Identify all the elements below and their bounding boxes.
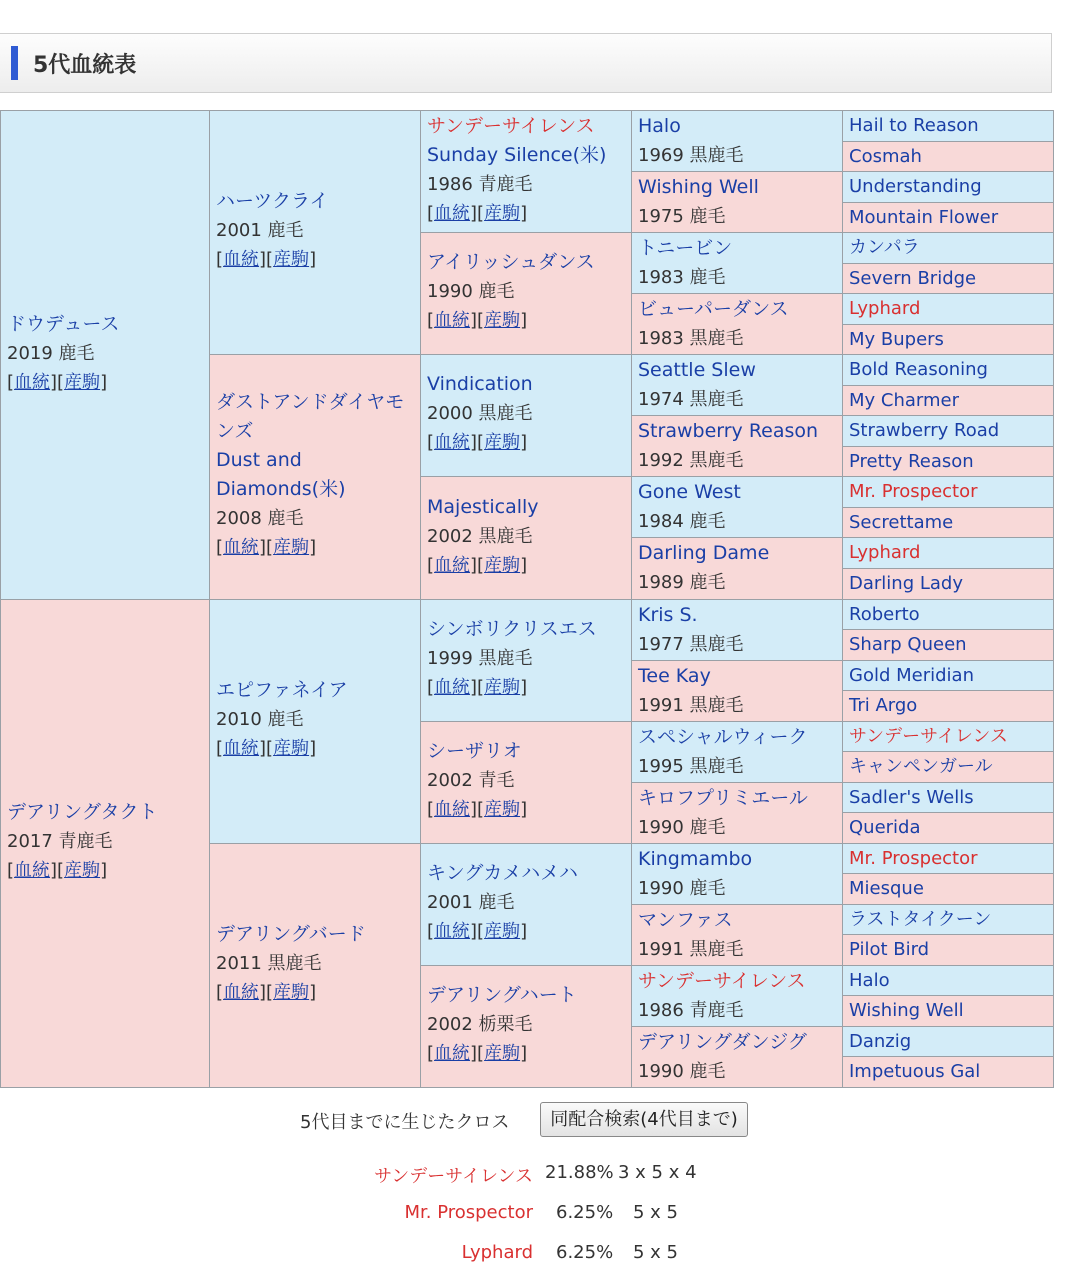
horse-name-link[interactable]: Bold Reasoning <box>849 359 988 380</box>
gen4-cell <box>631 171 843 233</box>
gen5-cell <box>842 904 1054 935</box>
horse-name-link[interactable]: アイリッシュダンス <box>427 251 595 273</box>
horse-year-color: 2011 黒鹿毛 <box>216 953 322 974</box>
gen5-cell <box>842 965 1054 996</box>
links-row: [血統][産駒] <box>427 432 528 453</box>
horse-year-color: 1991 黒鹿毛 <box>638 939 744 960</box>
gen5-cell <box>842 995 1054 1027</box>
pedigree-link[interactable]: 血統 <box>14 372 51 393</box>
gen5-cell <box>842 476 1054 508</box>
horse-name-link[interactable]: Halo <box>638 115 681 137</box>
links-row: [血統][産駒] <box>7 372 108 393</box>
links-row: [血統][産駒] <box>216 738 317 759</box>
horse-name-link[interactable]: サンデーサイレンス <box>849 726 1008 747</box>
horse-alt-name-link[interactable]: Dust and Diamonds(米) <box>216 449 346 500</box>
cross-pattern: 3 x 5 x 4 <box>618 1162 697 1183</box>
pedigree-link[interactable]: 血統 <box>434 203 471 224</box>
gen5-cell <box>842 110 1054 142</box>
gen5-cell <box>842 934 1054 966</box>
links-row: [血統][産駒] <box>216 537 317 558</box>
horse-name-link[interactable]: Sadler's Wells <box>849 787 974 808</box>
gen5-cell <box>842 812 1054 844</box>
horse-name-link[interactable]: Vindication <box>427 373 533 395</box>
links-row: [血統][産駒] <box>427 677 528 698</box>
horse-name-link[interactable]: Strawberry Road <box>849 420 1000 441</box>
horse-name-link[interactable]: Seattle Slew <box>638 359 756 381</box>
horse-name-link[interactable]: エピファネイア <box>216 679 348 701</box>
offspring-link[interactable]: 産駒 <box>484 799 521 820</box>
horse-year-color: 1999 黒鹿毛 <box>427 648 533 669</box>
gen2-cell <box>209 599 421 844</box>
horse-name-link[interactable]: Impetuous Gal <box>849 1061 981 1082</box>
gen5-cell <box>842 660 1054 691</box>
cross-horse-name: サンデーサイレンス <box>374 1166 533 1187</box>
horse-name-link[interactable]: Lyphard <box>849 542 921 563</box>
horse-year-color: 2019 鹿毛 <box>7 343 95 364</box>
horse-year-color: 1984 鹿毛 <box>638 511 726 532</box>
horse-name-link[interactable]: シーザリオ <box>427 740 522 762</box>
horse-year-color: 2017 青鹿毛 <box>7 831 113 852</box>
horse-name-link[interactable]: キングカメハメハ <box>427 862 579 884</box>
gen3-cell <box>420 965 632 1088</box>
horse-name-link[interactable]: Wishing Well <box>849 1000 964 1021</box>
horse-name-link[interactable]: スペシャルウィーク <box>638 726 808 748</box>
horse-name-link[interactable]: サンデーサイレンス <box>427 115 595 137</box>
horse-year-color: 2001 鹿毛 <box>427 892 515 913</box>
gen4-cell <box>631 599 843 661</box>
horse-year-color: 1983 鹿毛 <box>638 267 726 288</box>
gen4-cell <box>631 293 843 355</box>
horse-name-link[interactable]: Strawberry Reason <box>638 420 819 442</box>
links-row: [血統][産駒] <box>427 921 528 942</box>
links-row: [血統][産駒] <box>427 203 528 224</box>
pedigree-link[interactable]: 血統 <box>434 432 471 453</box>
horse-year-color: 1986 青鹿毛 <box>427 174 533 195</box>
cross-pattern: 5 x 5 <box>633 1242 678 1263</box>
horse-year-color: 1995 黒鹿毛 <box>638 756 744 777</box>
links-row: [血統][産駒] <box>427 555 528 576</box>
gen5-cell <box>842 507 1054 538</box>
gen5-cell <box>842 782 1054 813</box>
horse-year-color: 1991 黒鹿毛 <box>638 695 744 716</box>
horse-year-color: 1990 鹿毛 <box>638 1061 726 1082</box>
horse-year-color: 2000 黒鹿毛 <box>427 403 533 424</box>
horse-year-color: 1975 鹿毛 <box>638 206 726 227</box>
gen5-cell <box>842 721 1054 752</box>
gen4-cell <box>631 965 843 1027</box>
pedigree-link[interactable]: 血統 <box>223 982 260 1003</box>
section-header <box>0 33 1052 93</box>
horse-name-link[interactable]: Majestically <box>427 496 539 518</box>
gen2-cell <box>209 110 421 355</box>
horse-name-link[interactable]: キャンペンガール <box>849 756 993 777</box>
pedigree-link[interactable]: 血統 <box>434 1043 471 1064</box>
gen4-cell <box>631 476 843 538</box>
gen5-cell <box>842 385 1054 416</box>
horse-year-color: 1990 鹿毛 <box>427 281 515 302</box>
header-accent-bar <box>11 46 18 80</box>
gen4-cell <box>631 904 843 966</box>
horse-name-link[interactable]: Darling Dame <box>638 542 770 564</box>
gen5-cell <box>842 843 1054 874</box>
horse-name-link[interactable]: Kris S. <box>638 604 698 626</box>
page-title: 5代血統表 <box>33 53 137 78</box>
horse-name-link[interactable]: Pilot Bird <box>849 939 930 960</box>
offspring-link[interactable]: 産駒 <box>273 537 310 558</box>
horse-name-link[interactable]: Understanding <box>849 176 982 197</box>
horse-name-link[interactable]: Roberto <box>849 604 920 625</box>
horse-year-color: 2002 青毛 <box>427 770 515 791</box>
horse-name-link[interactable]: My Charmer <box>849 390 960 411</box>
horse-year-color: 1992 黒鹿毛 <box>638 450 744 471</box>
gen5-cell <box>842 324 1054 355</box>
gen4-cell <box>631 537 843 600</box>
gen4-cell <box>631 110 843 172</box>
gen5-cell <box>842 293 1054 325</box>
pedigree-link[interactable]: 血統 <box>434 677 471 698</box>
offspring-link[interactable]: 産駒 <box>484 555 521 576</box>
gen4-cell <box>631 660 843 722</box>
gen5-cell <box>842 1026 1054 1057</box>
same-mating-search-button[interactable]: 同配合検索(4代目まで) <box>540 1102 748 1137</box>
pedigree-link[interactable]: 血統 <box>434 799 471 820</box>
horse-name-link[interactable]: Mountain Flower <box>849 207 999 228</box>
horse-name-link[interactable]: サンデーサイレンス <box>638 970 806 992</box>
horse-year-color: 1990 鹿毛 <box>638 878 726 899</box>
offspring-link[interactable]: 産駒 <box>484 1043 521 1064</box>
horse-name-link[interactable]: Secrettame <box>849 512 954 533</box>
horse-name-link[interactable]: Mr. Prospector <box>849 848 978 869</box>
pedigree-link[interactable]: 血統 <box>434 921 471 942</box>
horse-year-color: 1989 鹿毛 <box>638 572 726 593</box>
offspring-link[interactable]: 産駒 <box>273 982 310 1003</box>
pedigree-link[interactable]: 血統 <box>223 249 260 270</box>
pedigree-link[interactable]: 血統 <box>14 860 51 881</box>
gen5-cell <box>842 568 1054 600</box>
horse-name-link[interactable]: Mr. Prospector <box>849 481 978 502</box>
gen4-cell <box>631 232 843 294</box>
horse-name-link[interactable]: Danzig <box>849 1031 912 1052</box>
horse-name-link[interactable]: シンボリクリスエス <box>427 618 597 640</box>
horse-name-link[interactable]: Gone West <box>638 481 741 503</box>
gen2-cell <box>209 843 421 1088</box>
gen5-cell <box>842 263 1054 294</box>
offspring-link[interactable]: 産駒 <box>273 738 310 759</box>
horse-name-link[interactable]: マンファス <box>638 909 733 931</box>
horse-name-link[interactable]: Pretty Reason <box>849 451 974 472</box>
horse-name-link[interactable]: Severn Bridge <box>849 268 977 289</box>
gen5-cell <box>842 690 1054 722</box>
gen1-cell <box>0 599 210 1088</box>
pedigree-table <box>0 110 1053 1087</box>
links-row: [血統][産駒] <box>216 249 317 270</box>
horse-name-link[interactable]: デアリングハート <box>427 984 577 1006</box>
horse-name-link[interactable]: ドウデュース <box>7 313 120 335</box>
gen4-cell <box>631 843 843 905</box>
horse-year-color: 1983 黒鹿毛 <box>638 328 744 349</box>
gen5-cell <box>842 171 1054 203</box>
offspring-link[interactable]: 産駒 <box>64 860 101 881</box>
horse-name-link[interactable]: Sharp Queen <box>849 634 967 655</box>
horse-name-link[interactable]: Halo <box>849 970 890 991</box>
pedigree-link[interactable]: 血統 <box>223 537 260 558</box>
offspring-link[interactable]: 産駒 <box>484 921 521 942</box>
horse-name-link[interactable]: ダストアンドダイヤモンズ <box>216 391 405 442</box>
gen5-cell <box>842 354 1054 386</box>
cross-pattern: 5 x 5 <box>633 1202 678 1223</box>
horse-alt-name-link[interactable]: Sunday Silence(米) <box>427 144 607 166</box>
horse-name-link[interactable]: Hail to Reason <box>849 115 979 136</box>
offspring-link[interactable]: 産駒 <box>64 372 101 393</box>
gen3-cell <box>420 721 632 844</box>
horse-year-color: 2010 鹿毛 <box>216 709 304 730</box>
gen4-cell <box>631 721 843 783</box>
gen4-cell <box>631 415 843 477</box>
offspring-link[interactable]: 産駒 <box>273 249 310 270</box>
gen5-cell <box>842 232 1054 264</box>
gen3-cell <box>420 476 632 600</box>
links-row: [血統][産駒] <box>427 310 528 331</box>
cross-percentage: 6.25% <box>556 1202 614 1223</box>
offspring-link[interactable]: 産駒 <box>484 203 521 224</box>
gen3-cell <box>420 354 632 477</box>
gen5-cell <box>842 141 1054 172</box>
horse-name-link[interactable]: Tri Argo <box>849 695 918 716</box>
horse-year-color: 1974 黒鹿毛 <box>638 389 744 410</box>
horse-name-link[interactable]: Kingmambo <box>638 848 753 870</box>
gen5-cell <box>842 751 1054 783</box>
gen4-cell <box>631 1026 843 1088</box>
gen4-cell <box>631 782 843 844</box>
links-row: [血統][産駒] <box>427 799 528 820</box>
horse-name-link[interactable]: My Bupers <box>849 329 944 350</box>
horse-name-link[interactable]: ビューパーダンス <box>638 298 789 320</box>
horse-name-link[interactable]: Gold Meridian <box>849 665 974 686</box>
horse-year-color: 2002 黒鹿毛 <box>427 526 533 547</box>
gen1-cell <box>0 110 210 600</box>
horse-year-color: 1977 黒鹿毛 <box>638 634 744 655</box>
gen3-cell <box>420 110 632 233</box>
cross-horse-name: Mr. Prospector <box>404 1202 533 1223</box>
horse-name-link[interactable]: カンパラ <box>849 237 920 258</box>
cross-horse-name: Lyphard <box>461 1242 533 1263</box>
links-row: [血統][産駒] <box>7 860 108 881</box>
horse-name-link[interactable]: Darling Lady <box>849 573 963 594</box>
cross-percentage: 6.25% <box>556 1242 614 1263</box>
links-row: [血統][産駒] <box>427 1043 528 1064</box>
horse-name-link[interactable]: ラストタイクーン <box>849 909 992 930</box>
horse-name-link[interactable]: キロフプリミエール <box>638 787 808 809</box>
gen3-cell <box>420 232 632 355</box>
horse-year-color: 2001 鹿毛 <box>216 220 304 241</box>
offspring-link[interactable]: 産駒 <box>484 677 521 698</box>
gen5-cell <box>842 873 1054 905</box>
horse-name-link[interactable]: Wishing Well <box>638 176 759 198</box>
horse-name-link[interactable]: デアリングタクト <box>7 801 158 823</box>
gen3-cell <box>420 599 632 722</box>
offspring-link[interactable]: 産駒 <box>484 432 521 453</box>
gen2-cell <box>209 354 421 600</box>
horse-name-link[interactable]: デアリングダンジグ <box>638 1031 807 1053</box>
horse-name-link[interactable]: トニービン <box>638 237 733 259</box>
horse-name-link[interactable]: Tee Kay <box>638 665 711 687</box>
gen5-cell <box>842 415 1054 447</box>
pedigree-link[interactable]: 血統 <box>434 310 471 331</box>
pedigree-link[interactable]: 血統 <box>223 738 260 759</box>
horse-year-color: 1969 黒鹿毛 <box>638 145 744 166</box>
pedigree-link[interactable]: 血統 <box>434 555 471 576</box>
horse-name-link[interactable]: Miesque <box>849 878 924 899</box>
offspring-link[interactable]: 産駒 <box>484 310 521 331</box>
gen5-cell <box>842 537 1054 569</box>
gen4-cell <box>631 354 843 416</box>
horse-year-color: 1986 青鹿毛 <box>638 1000 744 1021</box>
horse-name-link[interactable]: デアリングバード <box>216 923 366 945</box>
gen5-cell <box>842 202 1054 233</box>
gen5-cell <box>842 599 1054 630</box>
horse-name-link[interactable]: Querida <box>849 817 921 838</box>
gen5-cell <box>842 446 1054 477</box>
horse-name-link[interactable]: ハーツクライ <box>216 190 329 212</box>
horse-year-color: 2002 栃栗毛 <box>427 1014 533 1035</box>
gen5-cell <box>842 629 1054 661</box>
horse-year-color: 2008 鹿毛 <box>216 508 304 529</box>
cross-percentage: 21.88% <box>545 1162 614 1183</box>
gen5-cell <box>842 1056 1054 1088</box>
cross-label: 5代目までに生じたクロス <box>300 1112 510 1133</box>
horse-name-link[interactable]: Cosmah <box>849 146 922 167</box>
horse-year-color: 1990 鹿毛 <box>638 817 726 838</box>
horse-name-link[interactable]: Lyphard <box>849 298 921 319</box>
links-row: [血統][産駒] <box>216 982 317 1003</box>
gen3-cell <box>420 843 632 966</box>
